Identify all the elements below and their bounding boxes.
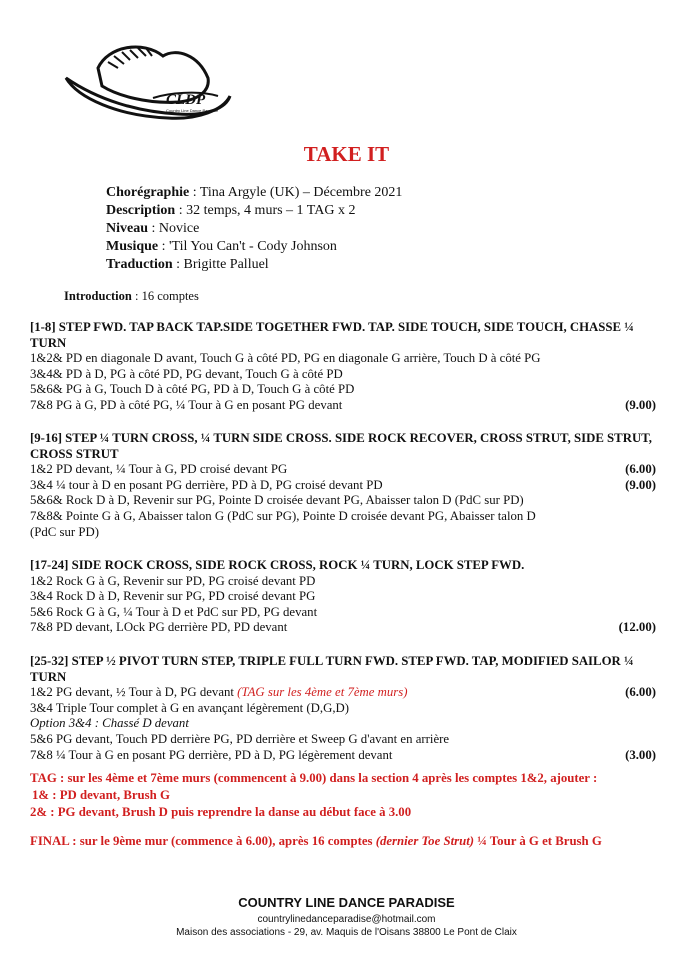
section-heading: [25-32] STEP ½ PIVOT TURN STEP, TRIPLE FULL TURN FWD. STEP FWD. TAP, MODIFIED SAILOR ¼ TURN	[30, 654, 634, 684]
wall-orientation: (9.00)	[625, 477, 656, 492]
step-line: 5&6& PG à G, Touch D à côté PG, PD à D, Touch G à côté PD	[30, 382, 355, 397]
footer	[0, 895, 693, 939]
tag-note: (TAG sur les 4ème et 7ème murs)	[237, 685, 408, 700]
step-line: 1&2 PG devant, ½ Tour à D, PG devant (TAG sur les 4ème et 7ème murs) (6.00)	[30, 685, 656, 700]
tag-line: TAG : sur les 4ème et 7ème murs (commencent à 9.00) dans la section 4 après les comptes 1&2, ajouter :	[30, 771, 598, 785]
wall-orientation: (3.00)	[625, 747, 656, 762]
section-25-32	[30, 654, 662, 763]
option-line: Option 3&4 : Chassé D devant	[30, 716, 189, 731]
meta-translation: Traduction : Brigitte Palluel	[106, 257, 269, 272]
wall-orientation: (12.00)	[618, 620, 656, 635]
footer-org: COUNTRY LINE DANCE PARADISE	[238, 895, 455, 910]
introduction: Introduction : 16 comptes	[64, 289, 199, 303]
cowboy-hat-logo	[58, 38, 238, 138]
wall-orientation: (6.00)	[625, 462, 656, 477]
step-line: 7&8 PD devant, LOck PG derrière PD, PD devant (12.00)	[30, 620, 656, 635]
meta-level: Niveau : Novice	[106, 221, 200, 236]
step-line: 1&2 Rock G à G, Revenir sur PD, PG croisé devant PD	[30, 573, 316, 588]
wall-orientation: (6.00)	[625, 685, 656, 700]
footer-email: countrylinedanceparadise@hotmail.com	[257, 914, 436, 925]
section-9-16	[30, 431, 662, 540]
section-heading: [17-24] SIDE ROCK CROSS, SIDE ROCK CROSS, ROCK ¼ TURN, LOCK STEP FWD.	[30, 558, 525, 572]
step-line: 1&2 PD devant, ¼ Tour à G, PD croisé devant PG (6.00)	[30, 462, 656, 477]
meta-choreographer: Chorégraphie : Tina Argyle (UK) – Décembre 2021	[106, 185, 403, 200]
tag-line: 1& : PD devant, Brush G	[32, 788, 170, 802]
final-note: FINAL : sur le 9ème mur (commence à 6.00), après 16 comptes (dernier Toe Strut) ¼ Tour à G et Brush G	[30, 834, 602, 848]
wall-orientation: (9.00)	[625, 397, 656, 412]
logo-text: CLDP	[166, 92, 206, 108]
step-line: 3&4 ¼ tour à D en posant PG derrière, PD à D, PG croisé devant PD (9.00)	[30, 477, 656, 492]
step-line: 5&6 Rock G à G, ¼ Tour à D et PdC sur PD, PG devant	[30, 604, 318, 619]
step-line: (PdC sur PD)	[30, 524, 99, 539]
step-line: 7&8 ¼ Tour à G en posant PG derrière, PD à D, PG légèrement devant (3.00)	[30, 747, 656, 762]
section-1-8	[30, 320, 662, 414]
dance-title: TAKE IT	[303, 142, 390, 166]
step-line: 3&4 Rock D à D, Revenir sur PG, PD croisé devant PG	[30, 589, 316, 604]
step-line: 7&8& Pointe G à G, Abaisser talon G (PdC sur PG), Pointe D croisée devant PG, Abaisser talon D	[30, 508, 536, 523]
meta-music: Musique : 'Til You Can't - Cody Johnson	[106, 239, 337, 254]
tag-block	[30, 770, 670, 821]
step-line: 5&6& Rock D à D, Revenir sur PG, Pointe D croisée devant PG, Abaisser talon D (PdC sur PD)	[30, 493, 524, 508]
step-line: 5&6 PG devant, Touch PD derrière PG, PD derrière et Sweep G d'avant en arrière	[30, 731, 450, 746]
footer-address: Maison des associations - 29, av. Maquis de l'Oisans 38800 Le Pont de Claix	[176, 927, 517, 938]
step-line: 7&8 PG à G, PD à côté PG, ¼ Tour à G en posant PG devant (9.00)	[30, 397, 656, 412]
meta-description: Description : 32 temps, 4 murs – 1 TAG x 2	[106, 203, 356, 218]
section-heading: [1-8] STEP FWD. TAP BACK TAP.SIDE TOGETHER FWD. TAP. SIDE TOUCH, SIDE TOUCH, CHASSE ¼ TURN	[30, 320, 634, 350]
step-line: 3&4 Triple Tour complet à G en avançant légèrement (D,G,D)	[30, 700, 350, 715]
step-line: 3&4& PD à D, PG à côté PD, PG devant, Touch G à côté PD	[30, 366, 343, 381]
step-line: 1&2& PD en diagonale D avant, Touch G à côté PD, PG en diagonale G arrière, Touch D à côté PG	[30, 351, 541, 366]
section-17-24	[30, 558, 662, 636]
section-heading: [9-16] STEP ¼ TURN CROSS, ¼ TURN SIDE CROSS. SIDE ROCK RECOVER, CROSS STRUT, SIDE STRUT, CROSS STRUT	[30, 431, 652, 461]
tag-line: 2& : PG devant, Brush D puis reprendre la danse au début face à 3.00	[30, 805, 412, 819]
logo-subtext: Country Line Dance Paradise	[166, 108, 219, 113]
